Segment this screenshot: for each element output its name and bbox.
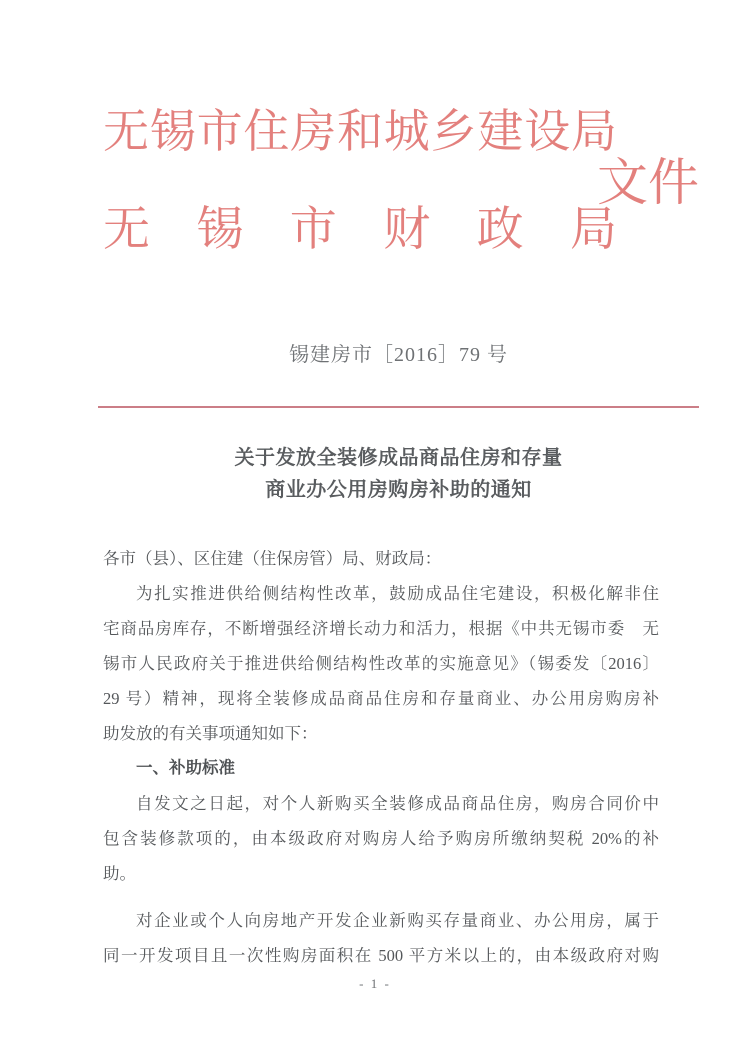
title-line-2: 商业办公用房购房补助的通知 — [265, 479, 532, 501]
body-line: 为扎实推进供给侧结构性改革，鼓励成品住宅建设，积极化解非住 — [136, 584, 659, 603]
body-line: 助。 — [103, 864, 136, 883]
agency-name-line1: 无锡市住房和城乡建设局 — [103, 106, 617, 157]
agency-name-line2: 无锡市财政局 — [103, 204, 617, 256]
body-line: 锡市人民政府关于推进供给侧结构性改革的实施意见》（锡委发〔2016〕 — [103, 654, 659, 673]
page-number: - 1 - — [359, 976, 391, 991]
body-line: 包含装修款项的，由本级政府对购房人给予购房所缴纳契税 20%的补 — [103, 829, 659, 848]
document-title — [98, 442, 699, 506]
title-line-1: 关于发放全装修成品商品住房和存量 — [234, 447, 563, 469]
body-line: 自发文之日起，对个人新购买全装修成品商品住房，购房合同价中 — [136, 794, 659, 813]
body-line: 助发放的有关事项通知如下： — [103, 724, 318, 743]
body-line: 29 号）精神，现将全装修成品商品住房和存量商业、办公用房购房补 — [103, 689, 659, 708]
document-body — [103, 541, 659, 973]
letterhead-divider-rule — [98, 406, 699, 408]
body-line: 各市（县）、区住建（住保房管）局、财政局： — [103, 549, 442, 568]
body-line: 同一开发项目且一次性购房面积在 500 平方米以上的，由本级政府对购 — [103, 946, 659, 965]
document-number: 锡建房市［2016］79 号 — [289, 344, 508, 366]
body-line: 对企业或个人向房地产开发企业新购买存量商业、办公用房，属于 — [136, 911, 659, 930]
doc-type-label: 文件 — [597, 156, 700, 212]
body-line: 一、补助标准 — [136, 759, 235, 777]
body-line: 宅商品房库存，不断增强经济增长动力和活力，根据《中共无锡市委 无 — [103, 619, 659, 638]
issuing-agencies — [103, 106, 617, 256]
